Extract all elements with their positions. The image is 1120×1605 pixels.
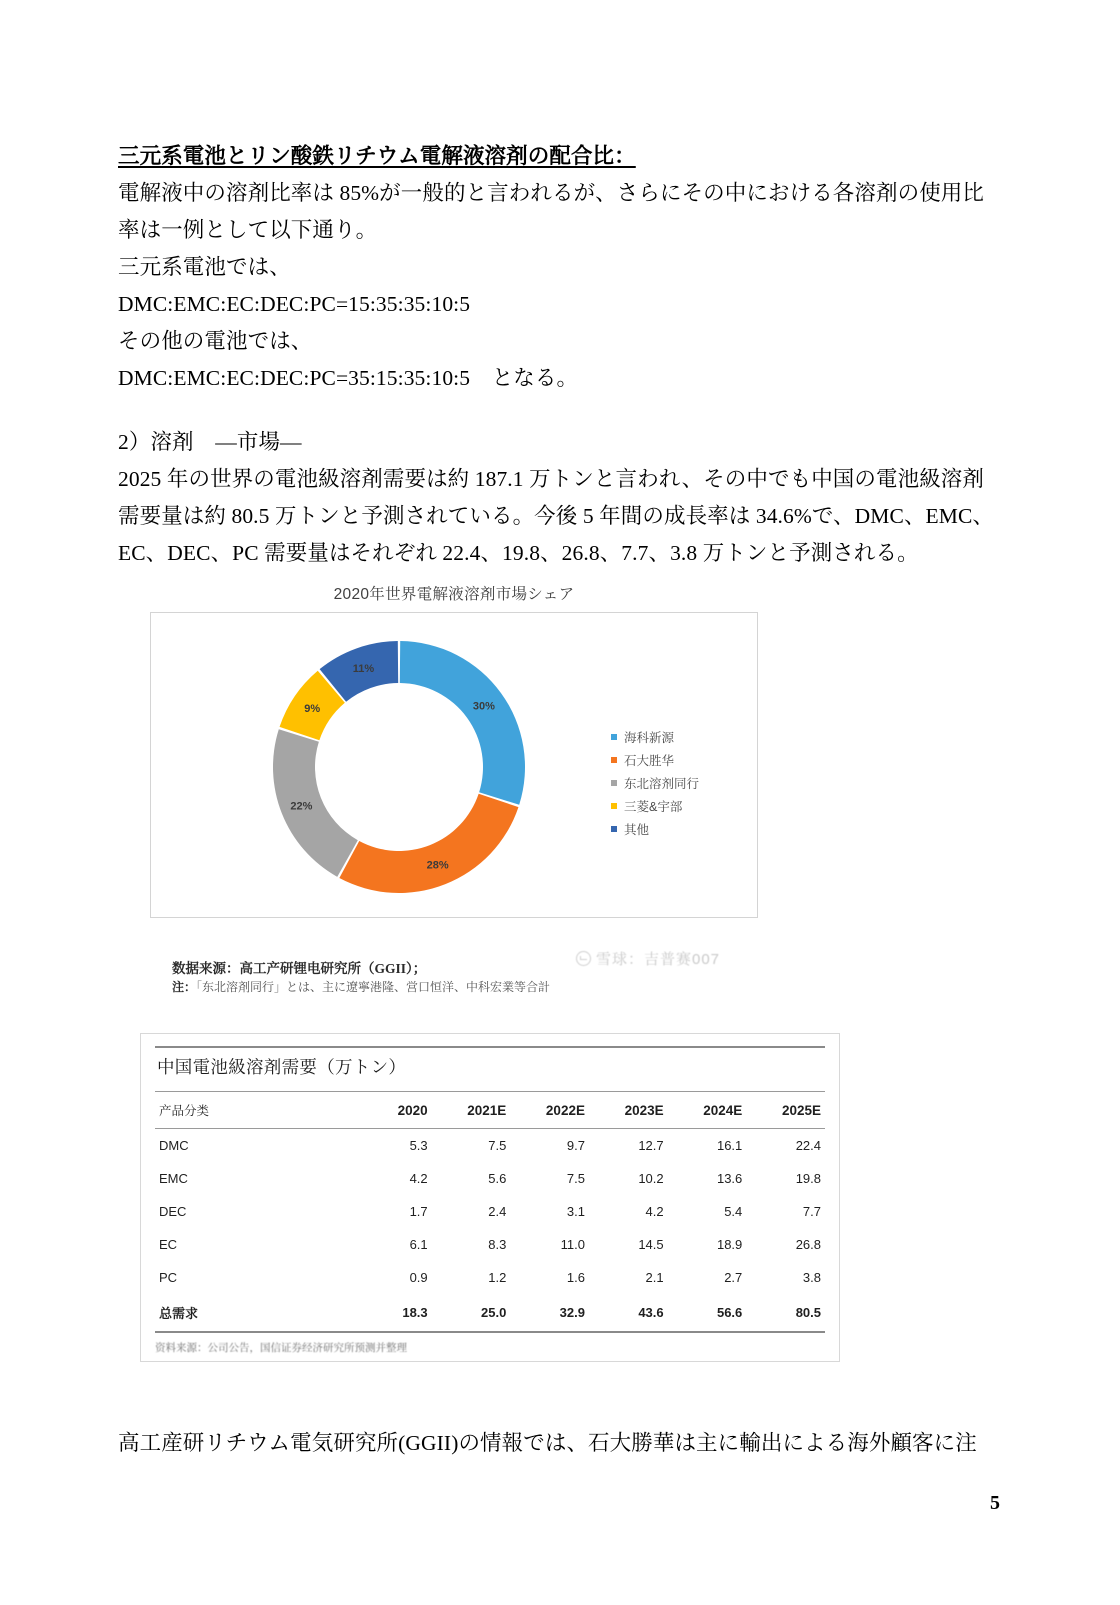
cell: 5.4 xyxy=(724,1204,743,1219)
cell: 4.2 xyxy=(409,1171,428,1186)
cell: 18.3 xyxy=(353,1294,432,1332)
legend-item[interactable] xyxy=(611,817,699,840)
cell: 3.8 xyxy=(802,1270,821,1285)
row-label: EMC xyxy=(159,1171,188,1186)
table-total-row xyxy=(155,1294,825,1332)
closing-paragraph xyxy=(118,1425,1008,1462)
legend-swatch-icon xyxy=(611,734,617,740)
section-blend-ratio xyxy=(118,138,990,397)
page-number: 5 xyxy=(990,1492,1000,1514)
row-label: DMC xyxy=(159,1138,189,1153)
section2-heading: 2）溶剤 ―市場― xyxy=(118,430,302,454)
table-header xyxy=(155,1092,825,1129)
watermark-text: 雪球：吉普赛007 xyxy=(596,951,721,968)
cell: 2.4 xyxy=(488,1204,507,1219)
chart-note-label: 注： xyxy=(172,980,197,994)
cell: 56.6 xyxy=(668,1294,747,1332)
demand-table xyxy=(155,1091,825,1333)
column-header-2021e: 2021E xyxy=(432,1092,511,1129)
table-row xyxy=(155,1195,825,1228)
cell: 3.1 xyxy=(566,1204,585,1219)
table-body xyxy=(155,1129,825,1333)
section2-line-2: 需要量は約 80.5 万トンと予測されている。今後 5 年間の成長率は 34.6%で、DMC、EMC、 xyxy=(118,504,995,528)
cell: 12.7 xyxy=(638,1138,664,1153)
legend-label: 东北溶剂同行 xyxy=(624,776,700,791)
section2-line-1: 2025 年の世界の電池級溶剤需要は約 187.1 万トンと言われ、その中でも中国の電池級溶剤 xyxy=(118,467,984,491)
chart-legend xyxy=(611,725,699,840)
cell: 19.8 xyxy=(795,1171,821,1186)
cell: 0.9 xyxy=(409,1270,428,1285)
donut-slice-label: 22% xyxy=(290,800,313,813)
table-source: 资料来源：公司公告，国信证券经济研究所预测并整理 xyxy=(155,1342,407,1354)
section-market xyxy=(118,424,995,572)
cell: 80.5 xyxy=(746,1294,825,1332)
table-row xyxy=(155,1162,825,1195)
cell: 8.3 xyxy=(488,1237,507,1252)
cell: 7.5 xyxy=(488,1138,507,1153)
legend-label: 海科新源 xyxy=(624,730,675,745)
cell: 7.5 xyxy=(566,1171,585,1186)
column-header-2025e: 2025E xyxy=(746,1092,825,1129)
demand-table-figure xyxy=(140,1033,840,1362)
cell: 1.2 xyxy=(488,1270,507,1285)
donut-slice-label: 28% xyxy=(426,859,449,872)
table-row xyxy=(155,1129,825,1163)
chart-plot-area xyxy=(150,612,758,918)
section1-line-1: 電解液中の溶剤比率は 85%が一般的と言われるが、さらにその中における各溶剤の使用比 xyxy=(118,181,984,205)
chart-note-text: 「东北溶剤同行」とは、主に遼寧港隆、営口恒洋、中科宏業等合計 xyxy=(196,980,551,994)
section1-line-6: DMC:EMC:EC:DEC:PC=35:15:35:10:5 となる。 xyxy=(118,366,579,390)
donut-chart xyxy=(269,637,529,897)
legend-swatch-icon xyxy=(611,826,617,832)
legend-swatch-icon xyxy=(611,803,617,809)
donut-slice[interactable] xyxy=(339,794,518,893)
donut-slice[interactable] xyxy=(400,641,525,805)
cell: 43.6 xyxy=(589,1294,668,1332)
row-label-total: 总需求 xyxy=(155,1294,353,1332)
cell: 11.0 xyxy=(560,1237,585,1252)
row-label: DEC xyxy=(159,1204,187,1219)
cell: 2.7 xyxy=(724,1270,743,1285)
table-header-row xyxy=(155,1092,825,1129)
legend-item[interactable] xyxy=(611,725,699,748)
donut-slice-label: 30% xyxy=(472,700,495,713)
legend-item[interactable] xyxy=(611,748,699,771)
cell: 1.6 xyxy=(566,1270,585,1285)
cell: 25.0 xyxy=(432,1294,511,1332)
row-label: PC xyxy=(159,1270,178,1285)
chart-title: 2020年世界電解液溶剤市場シェア xyxy=(333,586,575,603)
cell: 4.2 xyxy=(645,1204,664,1219)
section1-line-5: その他の電池では、 xyxy=(118,329,313,353)
donut-slice[interactable] xyxy=(273,729,358,877)
column-header-2024e: 2024E xyxy=(668,1092,747,1129)
legend-swatch-icon xyxy=(611,757,617,763)
legend-label: 石大胜华 xyxy=(624,753,675,768)
section1-line-4: DMC:EMC:EC:DEC:PC=15:35:35:10:5 xyxy=(118,292,471,316)
cell: 6.1 xyxy=(409,1237,428,1252)
cell: 16.1 xyxy=(716,1138,743,1153)
cell: 5.6 xyxy=(488,1171,507,1186)
cell: 32.9 xyxy=(510,1294,589,1332)
cell: 2.1 xyxy=(645,1270,664,1285)
column-header-category: 产品分类 xyxy=(155,1092,353,1129)
donut-slice-label: 9% xyxy=(304,702,321,715)
donut-slice-label: 11% xyxy=(352,663,375,676)
column-header-2023e: 2023E xyxy=(589,1092,668,1129)
section2-line-3: EC、DEC、PC 需要量はそれぞれ 22.4、19.8、26.8、7.7、3.8 万トンと予測される。 xyxy=(118,541,919,565)
cell: 18.9 xyxy=(716,1237,743,1252)
xueqiu-logo-icon xyxy=(576,951,591,966)
watermark xyxy=(576,948,720,969)
donut-svg xyxy=(269,637,529,897)
column-header-2022e: 2022E xyxy=(510,1092,589,1129)
table-title: 中国電池級溶剤需要（万トン） xyxy=(155,1046,825,1091)
legend-item[interactable] xyxy=(611,771,699,794)
section1-line-2: 率は一例として以下通り。 xyxy=(118,218,378,242)
column-header-2020: 2020 xyxy=(353,1092,432,1129)
table-row xyxy=(155,1261,825,1294)
legend-item[interactable] xyxy=(611,794,699,817)
row-label: EC xyxy=(159,1237,178,1252)
market-share-chart-figure xyxy=(150,582,758,918)
cell: 5.3 xyxy=(409,1138,428,1153)
cell: 9.7 xyxy=(566,1138,585,1153)
cell: 10.2 xyxy=(638,1171,664,1186)
cell: 22.4 xyxy=(795,1138,821,1153)
cell: 1.7 xyxy=(409,1204,428,1219)
chart-source-text: 高工产研锂电研究所（GGII）； xyxy=(239,961,427,976)
legend-label: 其他 xyxy=(624,822,650,837)
closing-line-1: 高工産研リチウム電気研究所(GGII)の情報では、石大勝華は主に輸出による海外顧客に注 xyxy=(118,1431,977,1455)
section1-heading: 三元系電池とリン酸鉄リチウム電解液溶剤の配合比： xyxy=(118,144,636,168)
cell: 13.6 xyxy=(716,1171,743,1186)
legend-label: 三菱&宇部 xyxy=(624,799,683,814)
chart-note-line xyxy=(172,978,762,996)
table-row xyxy=(155,1228,825,1261)
cell: 26.8 xyxy=(795,1237,821,1252)
cell: 14.5 xyxy=(638,1237,664,1252)
chart-source-label: 数据来源： xyxy=(172,961,240,976)
legend-swatch-icon xyxy=(611,780,617,786)
section1-line-3: 三元系電池では、 xyxy=(118,255,291,279)
cell: 7.7 xyxy=(802,1204,821,1219)
